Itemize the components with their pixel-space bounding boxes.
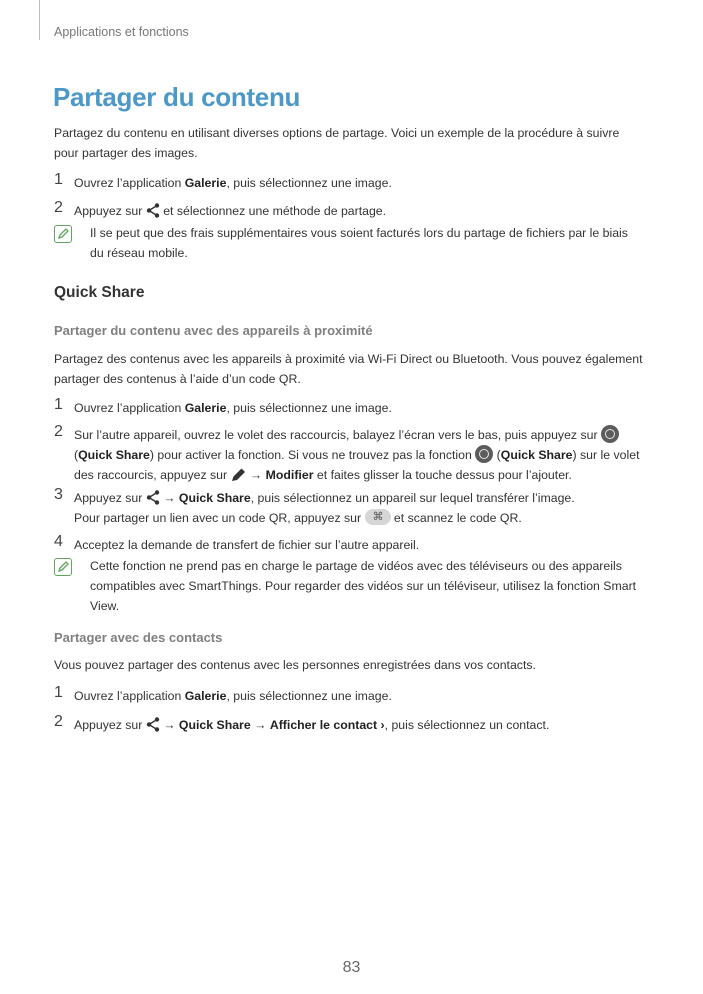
quick-share-heading: Quick Share: [54, 284, 145, 301]
quick-share-icon: [601, 425, 619, 443]
nearby-paragraph: Partagez des contenus avec les appareils à proximité via Wi-Fi Direct ou Bluetooth. Vous pouvez également partager des contenus à l’aide d’un code QR.: [54, 352, 643, 386]
qr-code-icon: [365, 509, 391, 525]
page-title: Partager du contenu: [53, 82, 301, 112]
galerie-label: Galerie: [184, 176, 227, 190]
pencil-icon: [231, 467, 247, 482]
nearby-subheading: Partager du contenu avec des appareils à proximité: [54, 323, 373, 338]
corner-line: [39, 0, 40, 40]
share-icon: [146, 203, 160, 218]
share-icon: [146, 717, 160, 732]
contacts-paragraph: Vous pouvez partager des contenus avec les personnes enregistrées dans vos contacts.: [54, 658, 536, 672]
share-icon: [146, 490, 160, 505]
note-icon: [54, 558, 72, 576]
contacts-subheading: Partager avec des contacts: [54, 630, 223, 645]
note-icon: [54, 225, 72, 243]
quick-share-icon: [475, 445, 493, 463]
intro-paragraph: Partagez du contenu en utilisant diverses options de partage. Voici un exemple de la procédure à suivre pour partager des images.: [54, 126, 620, 160]
section-header: Applications et fonctions: [54, 25, 189, 39]
page-number: 83: [342, 959, 361, 976]
